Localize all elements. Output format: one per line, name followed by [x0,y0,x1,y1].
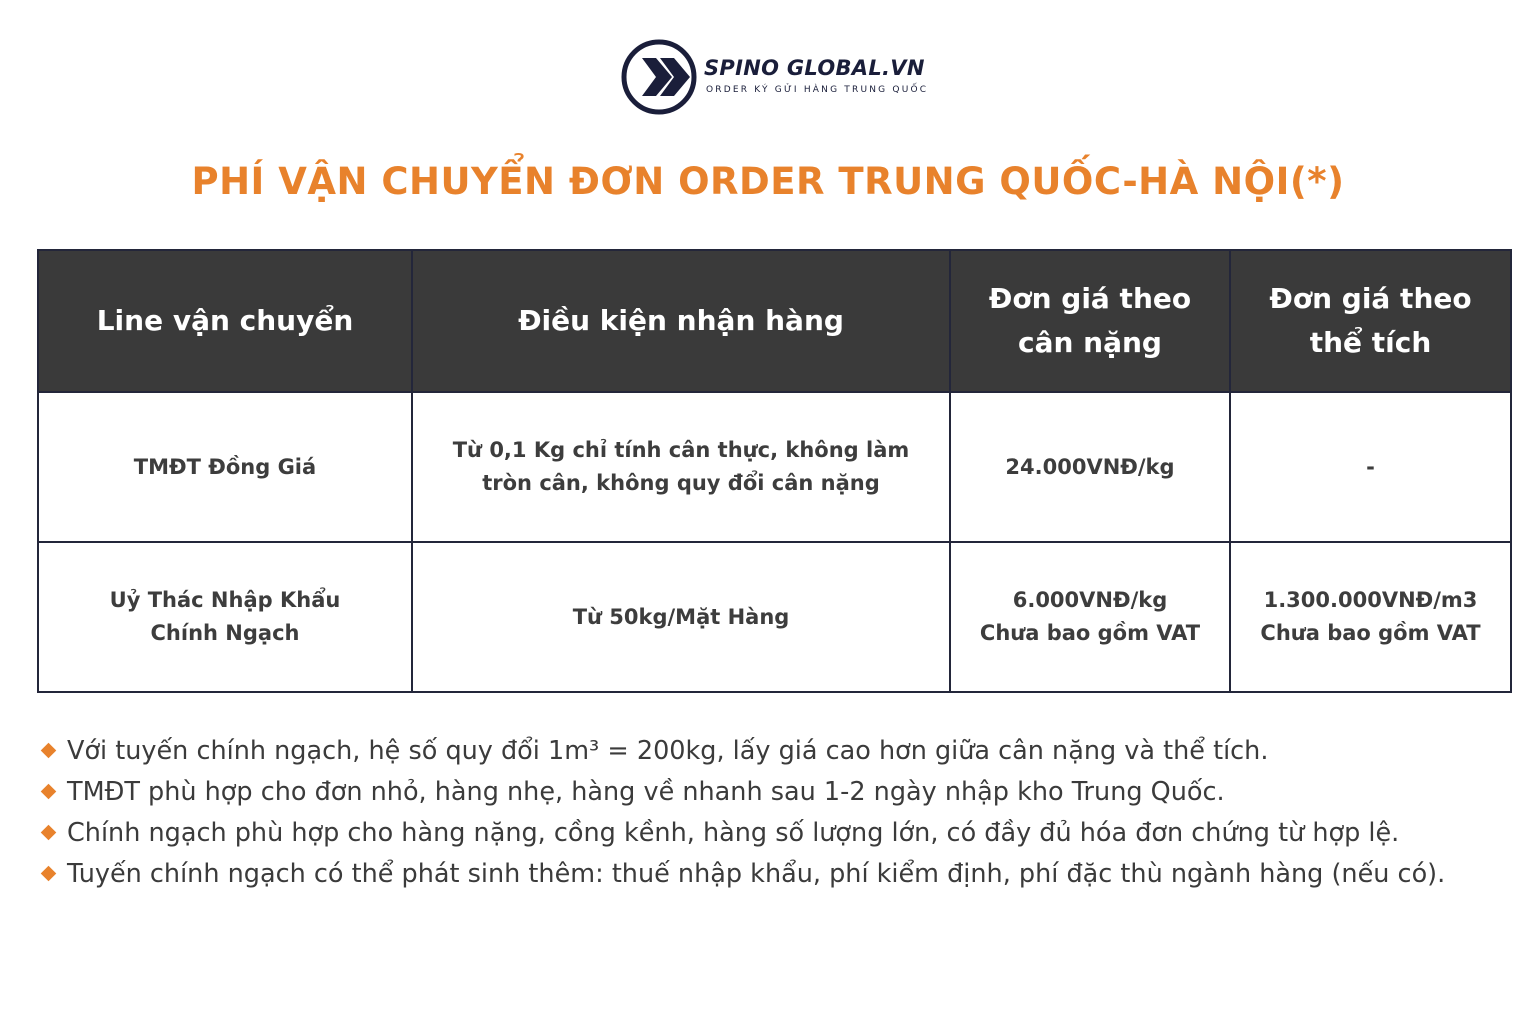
cell-text: - [1366,454,1375,479]
notes-list [37,731,1517,895]
orange-diamond-icon [41,783,57,799]
header-price-by-volume [1230,250,1511,392]
price-table [37,249,1512,693]
cell-text: 1.300.000VNĐ/m3 [1263,588,1478,612]
cell-receiving-condition [412,392,950,542]
cell-shipping-line [38,392,412,542]
orange-diamond-icon [41,865,57,881]
note-text: Chính ngạch phù hợp cho hàng nặng, cồng kềnh, hàng số lượng lớn, có đầy đủ hóa đơn chứng từ hợp lệ. [67,818,1400,848]
note-item [37,854,1517,895]
table-row [38,392,1511,542]
cell-text: Từ 50kg/Mặt Hàng [572,604,790,629]
header-text: cân nặng [1018,326,1162,359]
cell-text: Chưa bao gồm VAT [1260,621,1481,645]
header-text: Line vận chuyển [96,304,354,337]
header-price-by-weight [950,250,1230,392]
header-shipping-line [38,250,412,392]
cell-text: tròn cân, không quy đổi cân nặng [482,471,880,495]
header-text: thể tích [1309,326,1432,359]
cell-text: Từ 0,1 Kg chỉ tính cân thực, không làm [452,438,910,462]
cell-text: Uỷ Thác Nhập Khẩu [109,588,341,612]
table-row [38,542,1511,692]
brand-logo [620,38,940,120]
cell-price-by-weight [950,392,1230,542]
cell-shipping-line [38,542,412,692]
brand-name: SPINO GLOBAL.VN [704,56,925,80]
brand-tagline: ORDER KÝ GỬI HÀNG TRUNG QUỐC [706,85,929,95]
note-text: TMĐT phù hợp cho đơn nhỏ, hàng nhẹ, hàng về nhanh sau 1-2 ngày nhập kho Trung Quốc. [67,777,1225,807]
header-receiving-condition [412,250,950,392]
orange-diamond-icon [41,742,57,758]
cell-price-by-volume [1230,392,1511,542]
note-item [37,731,1517,772]
page-title: PHÍ VẬN CHUYỂN ĐƠN ORDER TRUNG QUỐC-HÀ NỘI(*) [191,160,1345,203]
note-item [37,813,1517,854]
header-text: Đơn giá theo [988,282,1192,315]
cell-text: 24.000VNĐ/kg [1005,454,1175,479]
orange-diamond-icon [41,824,57,840]
table-header-row [38,250,1511,392]
cell-receiving-condition [412,542,950,692]
cell-price-by-weight [950,542,1230,692]
double-chevron-logo-icon [620,38,698,116]
header-text: Điều kiện nhận hàng [518,304,844,337]
cell-price-by-volume [1230,542,1511,692]
note-text: Với tuyến chính ngạch, hệ số quy đổi 1m³ = 200kg, lấy giá cao hơn giữa cân nặng và thể tích. [67,736,1269,766]
note-item [37,772,1517,813]
cell-text: Chưa bao gồm VAT [979,621,1201,645]
cell-text: Chính Ngạch [150,621,300,645]
cell-text: TMĐT Đồng Giá [133,454,317,479]
header-text: Đơn giá theo [1269,282,1472,315]
note-text: Tuyến chính ngạch có thể phát sinh thêm: thuế nhập khẩu, phí kiểm định, phí đặc thù ngành hàng (nếu có). [67,859,1446,889]
cell-text: 6.000VNĐ/kg [1012,588,1168,612]
